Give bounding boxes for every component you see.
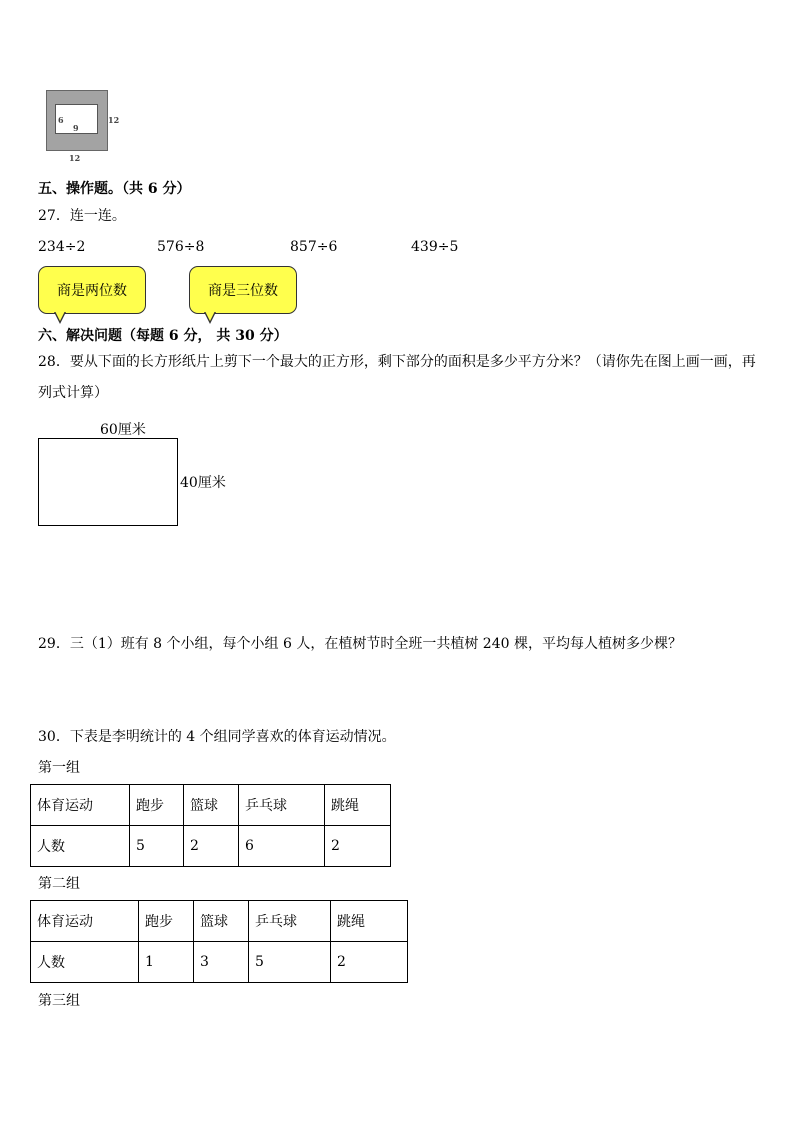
rect-width-label: 60厘米 [100,422,146,438]
table-cell: 跳绳 [325,785,391,826]
figure-label-right: 12 [108,115,120,125]
figure-label-bottom: 12 [69,153,81,163]
q27-expression-1: 234÷2 [38,239,86,255]
q29-text: 29．三（1）班有 8 个小组，每个小组 6 人，在植树节时全班一共植树 240 棵，平均每人植树多少棵？ [38,636,682,652]
table-cell: 3 [194,942,249,983]
q27-expression-2: 576÷8 [157,239,205,255]
q27-expression-3: 857÷6 [290,239,338,255]
table-cell: 体育运动 [31,785,130,826]
table-cell: 乒乓球 [249,901,331,942]
callout-two-digit [38,266,146,314]
q28-line1: 28．要从下面的长方形纸片上剪下一个最大的正方形，剩下部分的面积是多少平方分米？（请你先在图上画一画，再 [38,354,756,370]
figure-label-inner-left: 6 [58,115,64,125]
table-cell: 乒乓球 [239,785,325,826]
rect-height-label: 40厘米 [180,475,226,491]
table-cell: 篮球 [184,785,239,826]
group3-label: 第三组 [38,993,80,1009]
q30-text: 30．下表是李明统计的 4 个组同学喜欢的体育运动情况。 [38,729,396,745]
callout-three-digit-tail-fill [205,311,215,321]
table-cell: 6 [239,826,325,867]
table-cell: 跑步 [139,901,194,942]
callout-three-digit [189,266,297,314]
callout-two-digit-label: 商是两位数 [38,266,146,314]
table-cell: 跑步 [130,785,184,826]
table-row [31,826,391,867]
table-cell: 篮球 [194,901,249,942]
table-cell: 1 [139,942,194,983]
figure-label-inner-bottom: 9 [73,123,79,133]
section5-heading: 五、操作题。（共 6 分） [38,181,191,197]
callout-two-digit-tail-fill [55,311,65,321]
table-cell: 2 [325,826,391,867]
group1-table [30,784,391,867]
table-header-row [31,901,408,942]
group2-label: 第二组 [38,876,80,892]
table-cell: 2 [331,942,408,983]
q27-expression-4: 439÷5 [411,239,459,255]
table-cell: 人数 [31,942,139,983]
table-cell: 5 [130,826,184,867]
table-header-row [31,785,391,826]
q27-title: 27．连一连。 [38,208,126,224]
q28-line2: 列式计算） [38,385,108,401]
callout-three-digit-label: 商是三位数 [189,266,297,314]
table-cell: 跳绳 [331,901,408,942]
group2-table [30,900,408,983]
table-cell: 体育运动 [31,901,139,942]
group1-label: 第一组 [38,760,80,776]
table-cell: 5 [249,942,331,983]
table-cell: 2 [184,826,239,867]
paper-rectangle [38,438,178,526]
table-row [31,942,408,983]
section6-heading: 六、解决问题（每题 6 分， 共 30 分） [38,328,288,344]
table-cell: 人数 [31,826,130,867]
